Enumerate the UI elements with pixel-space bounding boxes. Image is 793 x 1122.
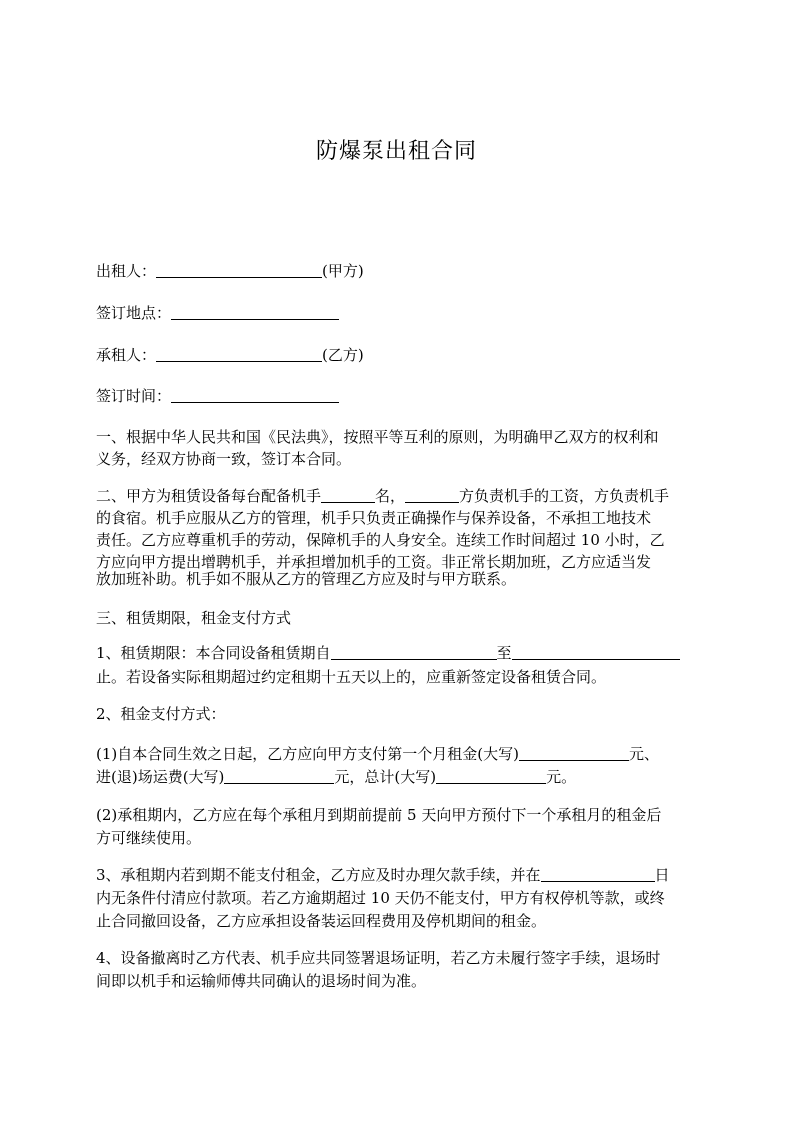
arrears-days-blank [541,863,655,882]
sign-location-label: 签订地点： [96,304,172,322]
arrears-text: 3、承租期内若到期不能支付租金，乙方应及时办理欠款手续，并在 [96,866,541,884]
sign-time-field [96,383,339,409]
arrears-day-unit: 日 [654,866,670,884]
first-rent-text: (1)自本合同生效之日起，乙方应向甲方支付第一个月租金(大写) [96,745,519,763]
clause2-line5: 放加班补助。机手如不服从乙方的管理乙方应及时与甲方联系。 [96,570,517,588]
total-text: 元，总计(大写) [334,768,437,786]
lessee-blank [156,343,322,362]
transport-fee-blank [224,765,334,784]
operator-count-blank [321,484,375,503]
total-unit: 元。 [546,768,577,786]
first-rent-unit: 元、 [628,745,659,763]
wage-party-blank [405,484,459,503]
payment-sub1-line2 [96,764,576,790]
clause3-item3-line3: 止合同撤回设备，乙方应承担设备装运回程费用及停机期间的租金。 [96,912,547,930]
clause2-text-c: 方负责机手的工资，方负责机手 [459,487,670,505]
clause3-item1-line2: 止。若设备实际租期超过约定租期十五天以上的，应重新签定设备租赁合同。 [96,668,607,686]
clause3-item3-line2: 内无条件付清应付款项。若乙方逾期超过 10 天仍不能支付，甲方有权停机等款，或终 [96,889,665,907]
lease-to-text: 至 [496,644,512,662]
transport-fee-text: 进(退)场运费(大写) [96,768,225,786]
lessor-field [96,258,364,284]
clause2-line3: 责任。乙方应尊重机手的劳动，保障机手的人身安全。连续工作时间超过 10 小时，乙 [96,531,665,549]
lease-start-blank [331,641,497,660]
clause3-item4-line1: 4、设备撤离时乙方代表、机手应共同签署退场证明，若乙方未履行签字手续，退场时 [96,949,661,967]
clause1-line2: 义务，经双方协商一致，签订本合同。 [96,450,352,468]
lessor-suffix: (甲方) [322,262,364,280]
lessee-label: 承租人： [96,346,157,364]
lessor-blank [156,259,322,278]
clause3-item2: 2、租金支付方式： [96,705,226,723]
lessee-field [96,342,364,368]
clause2-text-a: 二、甲方为租赁设备每台配备机手 [96,487,322,505]
lessor-label: 出租人： [96,262,157,280]
lessee-suffix: (乙方) [322,346,364,364]
clause3-heading: 三、租赁期限，租金支付方式 [96,609,292,627]
lease-term-text: 1、租赁期限：本合同设备租赁期自 [96,644,331,662]
clause3-item4-line2: 间即以机手和运输师傅共同确认的退场时间为准。 [96,972,427,990]
total-blank [436,765,546,784]
sign-time-label: 签订时间： [96,387,172,405]
clause3-item1 [96,640,680,666]
sign-location-blank [171,301,339,320]
clause2-line2: 的食宿。机手应服从乙方的管理，机手只负责正确操作与保养设备，不承担工地技术 [96,509,652,527]
sign-time-blank [171,384,339,403]
payment-sub2-line2: 方可继续使用。 [96,829,202,847]
sign-location-field [96,300,339,326]
clause1-line1: 一、根据中华人民共和国《民法典》，按照平等互利的原则，为明确甲乙双方的权利和 [96,428,659,446]
lease-end-blank [512,641,680,660]
page-title: 防爆泵出租合同 [315,139,477,164]
first-rent-blank [519,742,629,761]
clause2-text-b: 名， [375,487,406,505]
payment-sub2-line1: (2)承租期内，乙方应在每个承租月到期前提前 5 天向甲方预付下一个承租月的租金后 [96,806,662,824]
clause2-line4: 方应向甲方提出增聘机手，并承担增加机手的工资。非正常长期加班，乙方应适当发 [96,553,652,571]
